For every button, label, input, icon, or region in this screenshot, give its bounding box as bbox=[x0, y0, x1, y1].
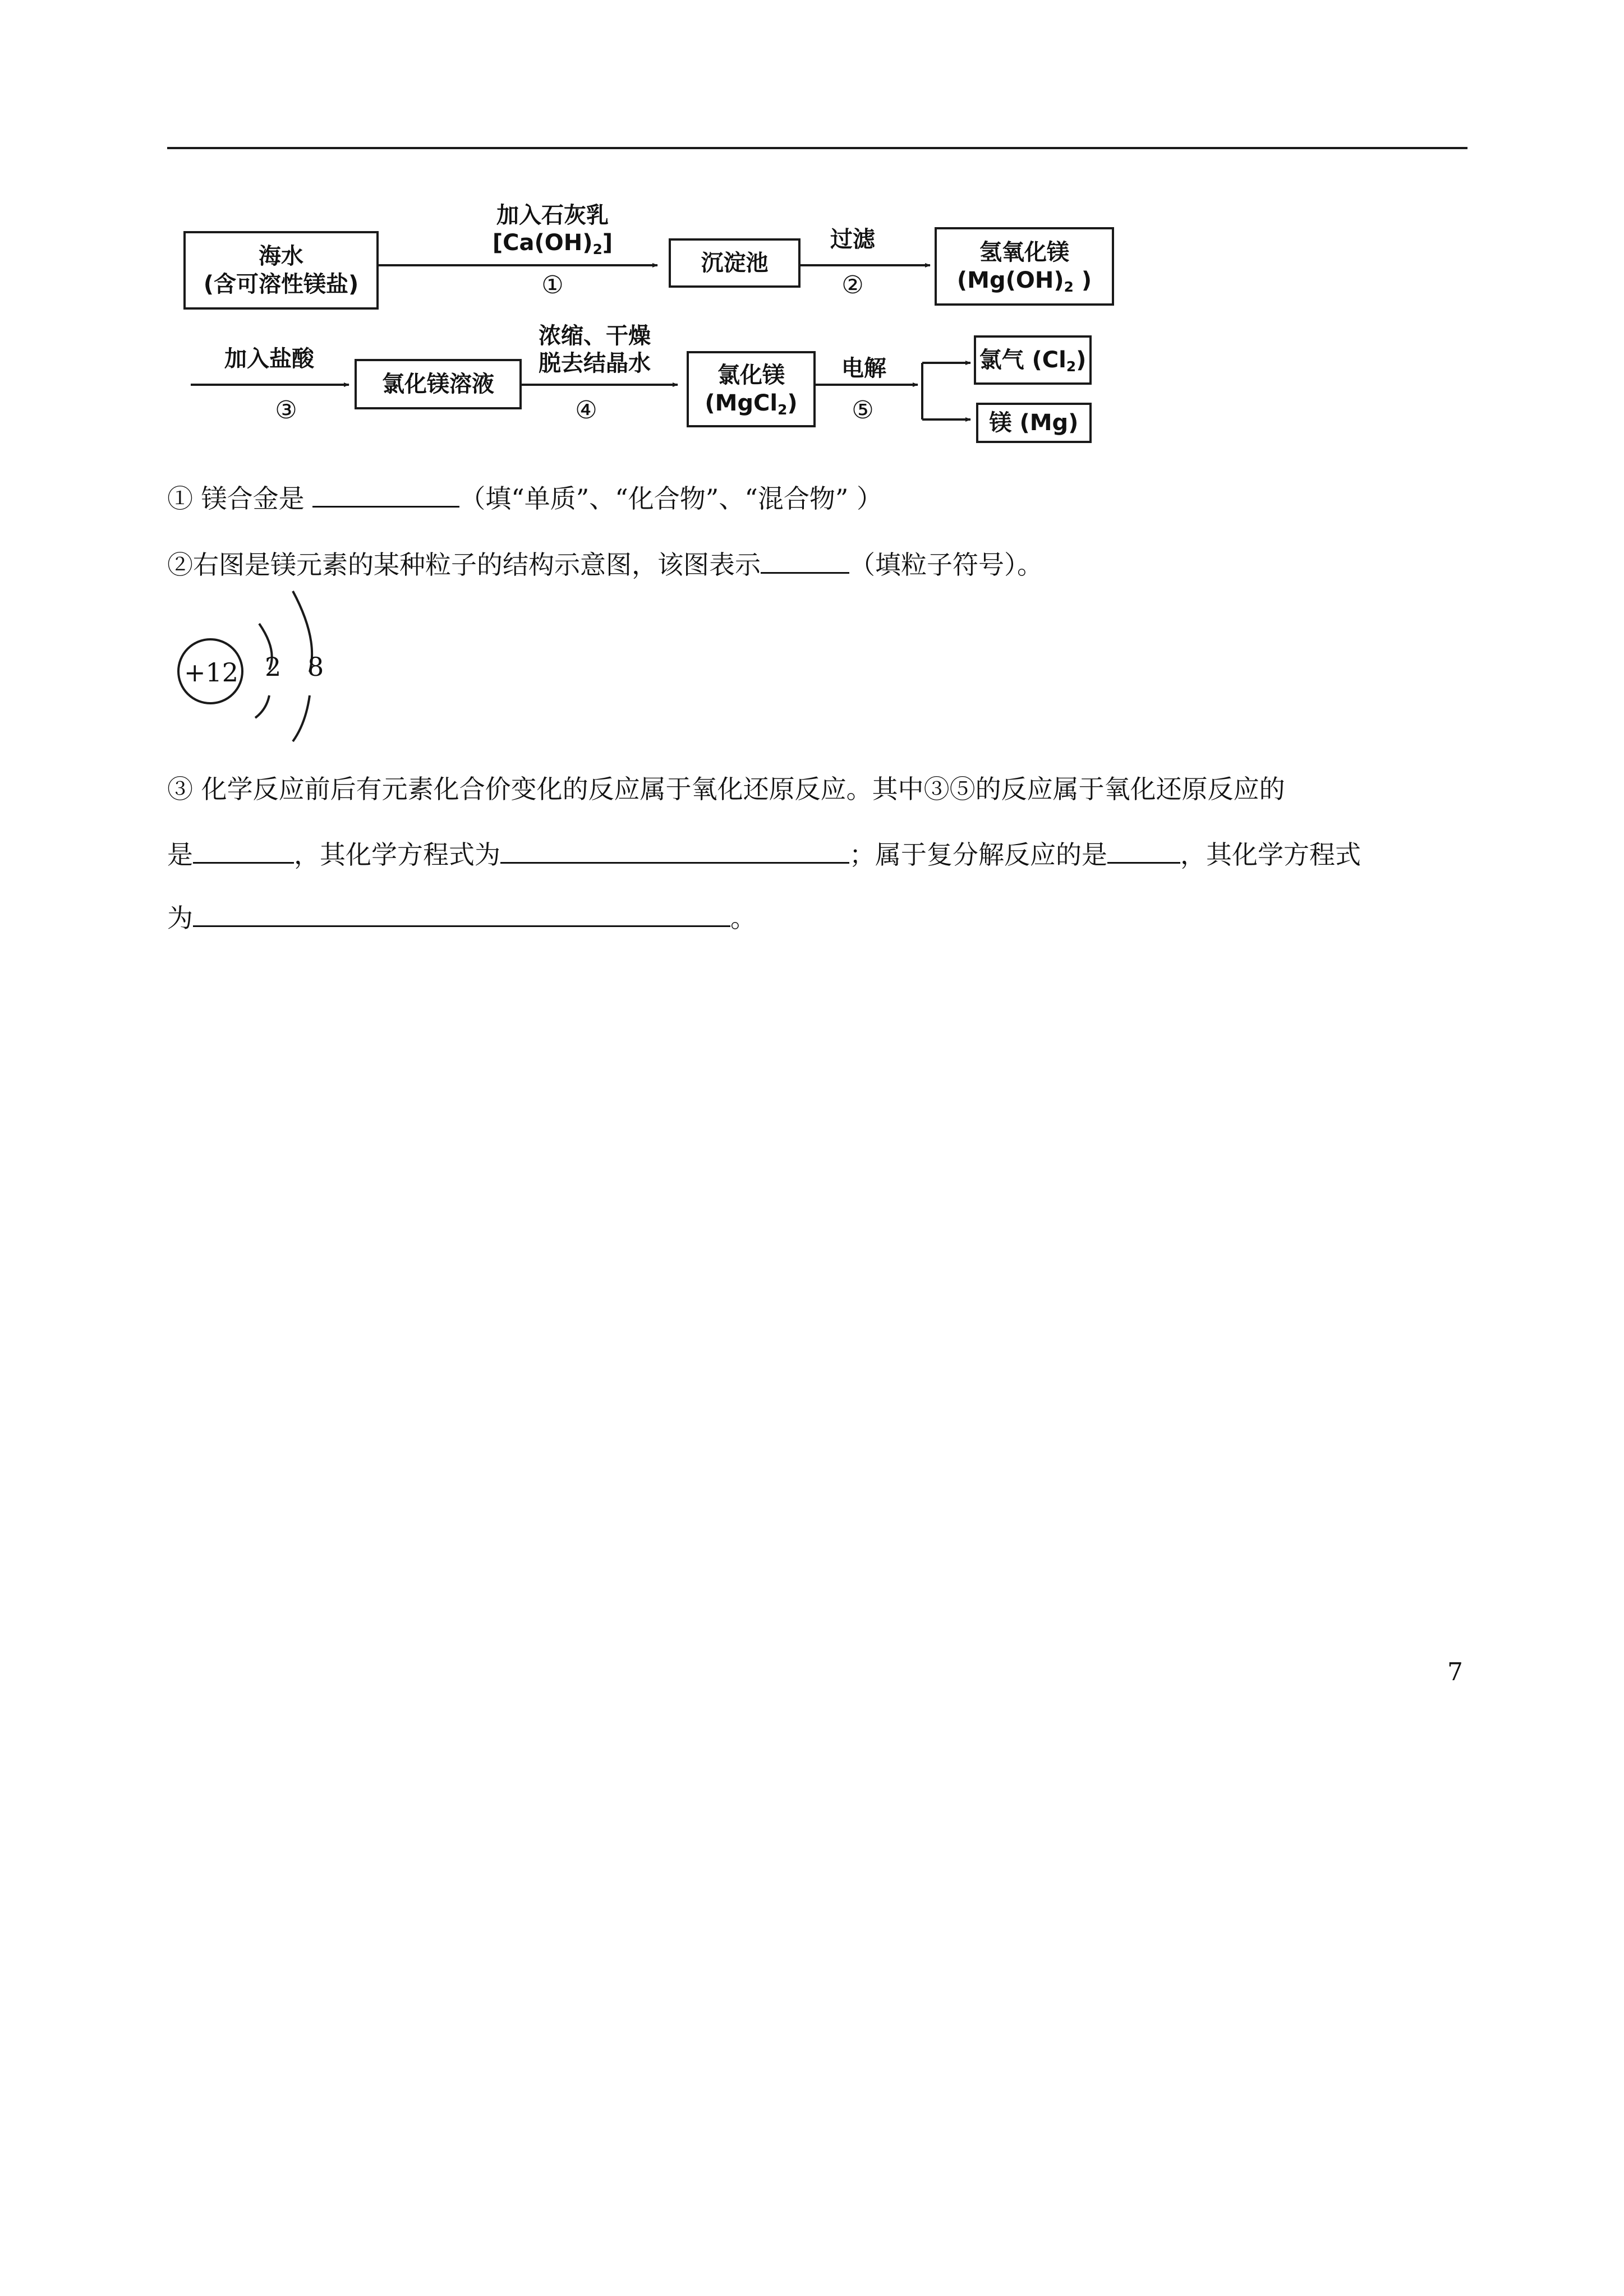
box-mgcl2-solution: 氯化镁溶液 bbox=[355, 359, 522, 409]
nucleus-charge: +12 bbox=[184, 657, 239, 688]
answer-blank-1[interactable] bbox=[312, 483, 459, 508]
arrow4-label: 浓缩、干燥 脱去结晶水 bbox=[539, 323, 651, 376]
answer-blank-2[interactable] bbox=[761, 550, 849, 574]
box-sedimentation-tank: 沉淀池 bbox=[669, 238, 801, 288]
question-3-line-2: 是 ，其化学方程式为 ；属于复分解反应的是 ，其化学方程式 bbox=[167, 840, 1361, 870]
question-3-line-1: ③ 化学反应前后有元素化合价变化的反应属于氧化还原反应。其中③⑤的反应属于氧化还原反应的 bbox=[167, 774, 1285, 804]
box-magnesium-chloride: 氯化镁 (MgCl$_2$) bbox=[687, 351, 816, 427]
step-1-marker: ① bbox=[541, 271, 564, 299]
step-4-marker: ④ bbox=[575, 396, 597, 425]
answer-blank-6[interactable] bbox=[193, 903, 730, 927]
arrow5-label: 电解 bbox=[841, 356, 886, 381]
question-2: ②右图是镁元素的某种粒子的结构示意图，该图表示 （填粒子符号）。 bbox=[167, 550, 1043, 580]
shell-2-electrons: 8 bbox=[307, 652, 324, 682]
box-chlorine: 氯气 $(Cl_2)$ bbox=[974, 335, 1092, 385]
arrow1-label: 加入石灰乳 $[Ca(OH)_2]$ bbox=[492, 202, 613, 257]
step-5-marker: ⑤ bbox=[852, 396, 874, 425]
step-3-marker: ③ bbox=[275, 396, 297, 425]
step-2-marker: ② bbox=[841, 271, 864, 299]
box-magnesium: 镁 (Mg) bbox=[976, 403, 1092, 443]
answer-blank-3[interactable] bbox=[193, 840, 294, 864]
question-1: ① 镁合金是 （填“单质”、“化合物”、“混合物” ） bbox=[167, 483, 882, 514]
answer-blank-5[interactable] bbox=[1107, 840, 1180, 864]
answer-blank-4[interactable] bbox=[500, 840, 849, 864]
shell-1-electrons: 2 bbox=[265, 652, 282, 682]
box-magnesium-hydroxide: 氢氧化镁 ($Mg(OH)_2$ ) bbox=[935, 227, 1114, 306]
question-3-line-3: 为 。 bbox=[167, 903, 756, 933]
arrow3-label: 加入盐酸 bbox=[224, 346, 314, 372]
box-seawater: 海水 (含可溶性镁盐) bbox=[183, 231, 379, 310]
arrow2-label: 过滤 bbox=[830, 227, 875, 252]
page-number: 7 bbox=[1447, 1658, 1463, 1686]
